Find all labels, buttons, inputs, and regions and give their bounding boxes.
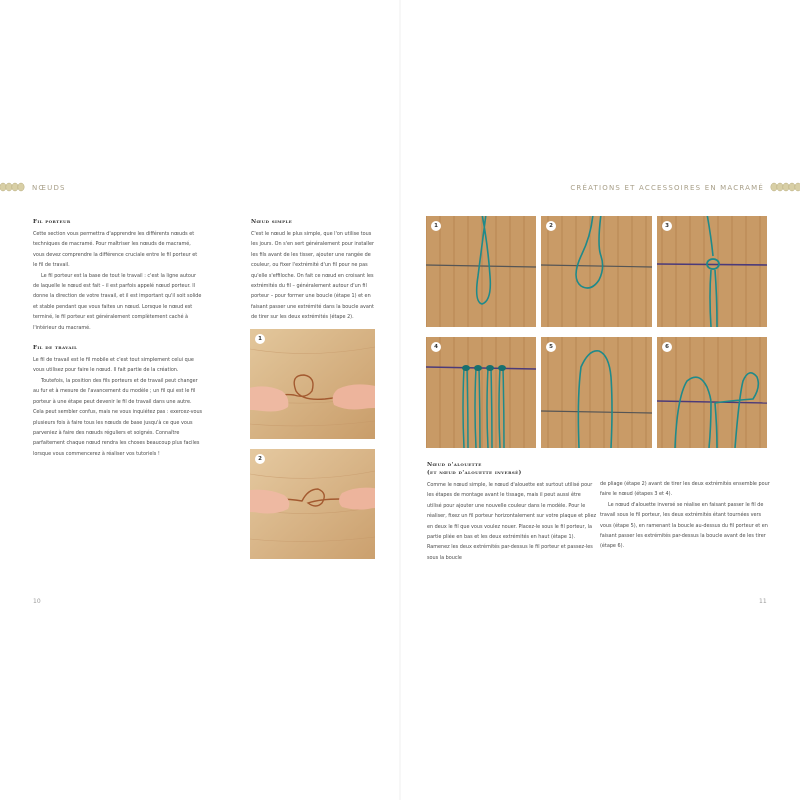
paragraph: Cette section vous permettra d'apprendre les différents nœuds et techniques de macramé. Pour maîtriser les nœuds de macramé, vous devez comprendre la différence cruciale entre le fil porteur et le fil de travail. <box>33 231 198 269</box>
page-gutter <box>399 0 401 800</box>
paragraph: de pliage (étape 2) avant de tirer les deux extrémités ensemble pour faire le nœud (étapes 3 et 4). <box>600 481 770 498</box>
step-badge: 2 <box>255 454 265 464</box>
paragraph: C'est le nœud le plus simple, que l'on utilise tous les jours. On s'en sert généralement pour installer les fils avant de les tisser, ajouter une rangée de couleur, ou fixer l'extrémité d'un fil pour ne pas qu'elle s'effiloche. On fait ce nœud en croisant les extrémités du fil – généralement autour d'un fil porteur – pour former une boucle (étape 1) et en faisant passer une extrémité dans la boucle avant de tirer sur les deux extrémités (étape 2). <box>251 231 375 321</box>
rope-border-right <box>770 182 800 192</box>
page-number-left: 10 <box>33 598 41 605</box>
step-badge: 1 <box>255 334 265 344</box>
photo-image <box>426 337 536 448</box>
photo-alouette-step-6 <box>657 337 767 448</box>
paragraph: Comme le nœud simple, le nœud d'alouette est surtout utilisé pour les étapes de montage avant le tissage, mais il peut aussi être utilisé pour ajouter une nouvelle couleur dans le modèle. Pour le réaliser, fixez un fil porteur horizontalement sur votre plaque et pliez en deux le fil que vous voulez nouer. Placez-le sous le fil porteur, la partie pliée en bas et les deux extrémités en haut (étape 1). Ramenez les deux extrémités par-dessus le fil porteur et passez-les sous la boucle <box>427 482 597 561</box>
step-badge: 2 <box>546 221 556 231</box>
left-column-1 <box>33 219 203 459</box>
photo-alouette-step-2 <box>541 216 652 327</box>
photo-image <box>541 337 652 448</box>
photo-image <box>426 216 536 327</box>
photo-alouette-step-5 <box>541 337 652 448</box>
page-number-right: 11 <box>759 598 767 605</box>
paragraph: Le fil de travail est le fil mobile et c'est tout simplement celui que vous utilisez pour faire le nœud. Il fait partie de la création. <box>33 357 194 374</box>
step-badge: 4 <box>431 342 441 352</box>
photo-image <box>250 329 375 439</box>
paragraph: Le fil porteur est la base de tout le travail : c'est la ligne autour de laquelle le nœud est fait – il est parfois appelé nœud porteur. Il donne la direction de votre travail, et il est important qu'il soit solide et stable pendant que vous faites un nœud. Lorsque le nœud est terminé, le fil porteur est généralement complètement caché à l'intérieur du macramé. <box>33 272 202 331</box>
running-head-left: NŒUDS <box>32 184 66 192</box>
photo-image <box>541 216 652 327</box>
photo-alouette-step-4 <box>426 337 536 448</box>
photo-image <box>657 216 767 327</box>
photo-noeud-simple-step-1 <box>250 329 375 439</box>
step-badge: 3 <box>662 221 672 231</box>
heading-noeud-simple: Nœud simple <box>251 219 293 225</box>
photo-image <box>250 449 375 559</box>
rope-border-left <box>0 182 26 192</box>
step-badge: 6 <box>662 342 672 352</box>
photo-image <box>657 337 767 448</box>
paragraph: Le nœud d'alouette inversé se réalise en faisant passer le fil de travail sous le fil porteur, les deux extrémités étant tournées vers vous (étape 5), en ramenant la boucle au-dessus du fil porteur et en faisant passer les extrémités par-dessus la boucle avant de les tirer (étape 6). <box>600 501 768 550</box>
photo-alouette-step-3 <box>657 216 767 327</box>
step-badge: 1 <box>431 221 441 231</box>
heading-fil-de-travail: Fil de travail <box>33 345 78 352</box>
left-column-2 <box>251 219 375 323</box>
step-badge: 5 <box>546 342 556 352</box>
right-column-2 <box>600 479 770 552</box>
paragraph: Toutefois, la position des fils porteurs et de travail peut changer au fur et à mesure de l'avancement du modèle ; un fil qui est le fil porteur à une étape peut devenir le fil de travail dans une autre. Cela peut sembler confus, mais ne vous inquiétez pas : exercez-vous plusieurs fois à faire tous les nœuds de base jusqu'à ce que vous parveniez à faire des nœuds réguliers et soignés. Connaître parfaitement chaque nœud rendra les choses beaucoup plus faciles lorsque vous commencerez à réaliser vos tutoriels ! <box>33 377 203 457</box>
running-head-right: CRÉATIONS ET ACCESSOIRES EN MACRAMÉ <box>570 184 764 192</box>
subheading-noeud-alouette-inverse: (et nœud d'alouette inversé) <box>427 470 522 476</box>
heading-noeud-alouette: Nœud d'alouette <box>427 462 482 468</box>
heading-fil-porteur: Fil porteur <box>33 219 71 225</box>
right-column-1 <box>427 461 597 563</box>
photo-noeud-simple-step-2 <box>250 449 375 559</box>
photo-alouette-step-1 <box>426 216 536 327</box>
